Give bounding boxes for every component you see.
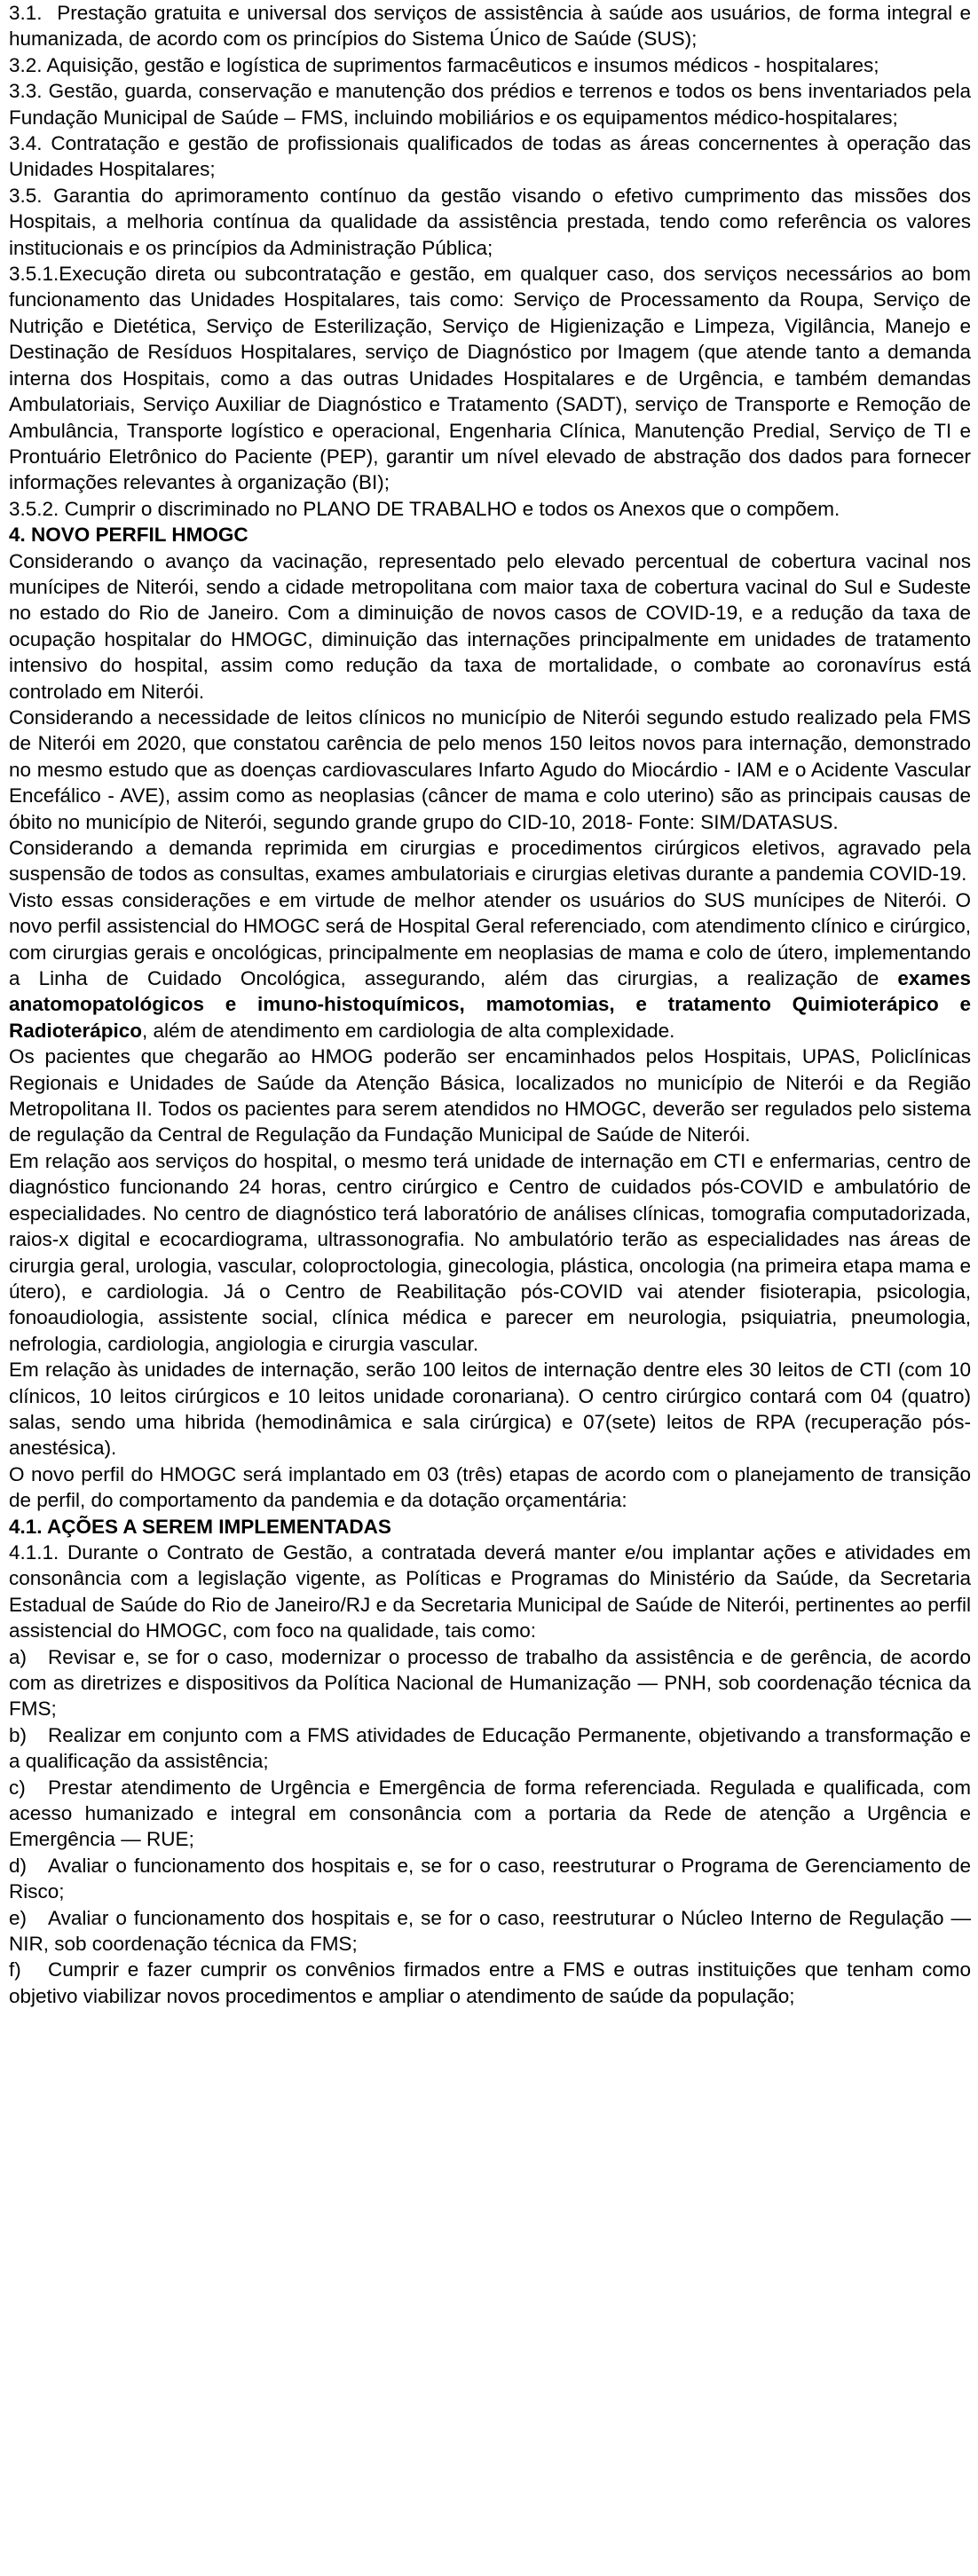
list-item-b-text: Realizar em conjunto com a FMS atividades de Educação Permanente, objetivando a transformação e a qualificação da assistência; — [9, 1723, 971, 1773]
section-4-paragraph-4-end: , além de atendimento em cardiologia de alta complexidade. — [142, 1019, 675, 1042]
item-3-4-label: 3.4. — [9, 132, 43, 155]
item-3-5-1-text: Execução direta ou subcontratação e gestão, em qualquer caso, dos serviços necessários ao bom funcionamento das Unidades Hospitalares, tais como: Serviço de Processamento da Roupa, Serviço de Nutrição e Dietética, Serviço de Esterilização, Serviço de Higienização e Limpeza, Vigilância, Manejo e Destinação de Resíduos Hospitalares, serviço de Diagnóstico por Imagem (que atende tanto a demanda interna dos Hospitais, como a das outras Unidades Hospitalares e de Urgência, e também demandas Ambulatoriais, Serviço Auxiliar de Diagnóstico e Tratamento (SADT), serviço de Transporte e Remoção de Ambulância, Transporte logístico e operacional, Engenharia Clínica, Manutenção Predial, Serviço de TI e Prontuário Eletrônico do Paciente (PEP), garantir um nível elevado de abstração dos dados para fornecer informações relevantes à organização (BI); — [9, 263, 971, 494]
item-3-4-text: Contratação e gestão de profissionais qualificados de todas as áreas concernentes à operação das Unidades Hospitalares; — [9, 132, 971, 181]
list-item-b-label: b) — [9, 1723, 28, 1746]
item-3-5-2 — [9, 496, 971, 522]
list-item-d — [9, 1853, 971, 1905]
section-4-paragraph-4 — [9, 887, 971, 1044]
item-3-5-1 — [9, 261, 971, 496]
list-item-f-text: Cumprir e fazer cumprir os convênios firmados entre a FMS e outras instituições que tenham como objetivo viabilizar novos procedimentos e ampliar o atendimento de saúde da população; — [9, 1958, 971, 2007]
item-3-5-text: Garantia do aprimoramento contínuo da gestão visando o efetivo cumprimento das missões dos Hospitais, a melhoria contínua da qualidade da assistência prestada, tendo como referência os valores institucionais e os princípios da Administração Pública; — [9, 184, 971, 259]
item-3-3 — [9, 78, 971, 130]
item-3-4 — [9, 130, 971, 183]
list-item-a-text: Revisar e, se for o caso, modernizar o processo de trabalho da assistência e de gerência, de acordo com as diretrizes e dispositivos da Política Nacional de Humanização — PNH, sob coordenação técnica da FMS; — [9, 1645, 971, 1721]
item-3-1-label: 3.1. — [9, 2, 43, 24]
item-3-5-2-label: 3.5.2. — [9, 497, 59, 520]
list-item-d-label: d) — [9, 1854, 28, 1877]
section-4-1-1-intro: 4.1.1. Durante o Contrato de Gestão, a contratada deverá manter e/ou implantar ações e atividades em consonância com a legislação vigente, as Políticas e Programas do Ministério da Saúde, da Secretaria Estadual de Saúde do Rio de Janeiro/RJ e da Secretaria Municipal de Saúde de Niterói, pertinentes ao perfil assistencial do HMOGC, com foco na qualidade, tais como: — [9, 1540, 971, 1642]
item-3-5-2-text: Cumprir o discriminado no PLANO DE TRABALHO e todos os Anexos que o compõem. — [64, 497, 840, 520]
section-4-paragraph-8: O novo perfil do HMOGC será implantado em 03 (três) etapas de acordo com o planejamento de transição de perfil, do comportamento da pandemia e da dotação orçamentária: — [9, 1462, 971, 1512]
item-3-2-label: 3.2. — [9, 53, 43, 76]
section-4-paragraph-2: Considerando a necessidade de leitos clínicos no município de Niterói segundo estudo realizado pela FMS de Niterói em 2020, que constatou carência de pelo menos 150 leitos novos para internação, demonstrado no mesmo estudo que as doenças cardiovasculares Infarto Agudo do Miocárdio - IAM e o Acidente Vascular Encefálico - AVE), assim como as neoplasias (câncer de mama e colo uterino) são as principais causas de óbito no município de Niterói, segundo grande grupo do CID-10, 2018- Fonte: SIM/DATASUS. — [9, 705, 971, 833]
item-3-2 — [9, 52, 971, 78]
item-3-5-1-label: 3.5.1. — [9, 263, 59, 286]
list-item-c-label: c) — [9, 1776, 26, 1799]
item-3-3-label: 3.3. — [9, 80, 43, 103]
section-4-paragraph-7: Em relação às unidades de internação, serão 100 leitos de internação dentre eles 30 leitos de CTI (com 10 clínicos, 10 leitos cirúrgicos e 10 leitos unidade coronariana). O centro cirúrgico contará com 04 (quatro) salas, sendo uma hibrida (hemodinâmica e sala cirúrgica) e 07(sete) leitos de RPA (recuperação pós-anestésica). — [9, 1359, 971, 1460]
item-3-2-text: Aquisição, gestão e logística de suprimentos farmacêuticos e insumos médicos - hospitalares; — [46, 53, 879, 76]
section-4-paragraph-3: Considerando a demanda reprimida em cirurgias e procedimentos cirúrgicos eletivos, agravado pela suspensão de todos as consultas, exames ambulatoriais e cirurgias eletivas durante a pandemia COVID-19. — [9, 837, 971, 886]
item-3-1-text: Prestação gratuita e universal dos serviços de assistência à saúde aos usuários, de forma integral e humanizada, de acordo com os princípios do Sistema Único de Saúde (SUS); — [9, 2, 971, 51]
list-item-e-label: e) — [9, 1906, 28, 1929]
list-item-f — [9, 1957, 971, 2009]
item-3-3-text: Gestão, guarda, conservação e manutenção dos prédios e terrenos e todos os bens inventariados pela Fundação Municipal de Saúde – FMS, incluindo mobiliários e os equipamentos médico-hospitalares; — [9, 80, 971, 129]
section-4-paragraph-4-start: Visto essas considerações e em virtude de melhor atender os usuários do SUS munícipes de Niterói. O novo perfil assistencial do HMOGC será de Hospital Geral referenciado, com atendimento clínico e cirúrgico, com cirurgias gerais e oncológicas, principalmente em neoplasias de mama e colo de útero, implementando a Linha de Cuidado Oncológica, assegurando, além das cirurgias, a realização de — [9, 888, 971, 990]
list-item-a-label: a) — [9, 1645, 28, 1668]
list-item-b — [9, 1722, 971, 1775]
item-3-5-label: 3.5. — [9, 184, 43, 207]
list-item-a — [9, 1644, 971, 1722]
item-3-5 — [9, 183, 971, 261]
list-item-c-text: Prestar atendimento de Urgência e Emergência de forma referenciada. Regulada e qualificada, com acesso humanizado e integral em consonância com a portaria da Rede de atenção a Urgência e Emergência — RUE; — [9, 1776, 971, 1851]
section-4-1-heading: 4.1. AÇÕES A SEREM IMPLEMENTADAS — [9, 1515, 391, 1538]
list-item-e — [9, 1905, 971, 1958]
section-4-heading: 4. NOVO PERFIL HMOGC — [9, 524, 248, 547]
list-item-f-label: f) — [9, 1958, 21, 1981]
list-item-e-text: Avaliar o funcionamento dos hospitais e, se for o caso, reestruturar o Núcleo Interno de Regulação — NIR, sob coordenação técnica da FMS; — [9, 1906, 971, 1956]
item-3-1 — [9, 0, 971, 52]
list-item-c — [9, 1775, 971, 1853]
section-4-paragraph-1: Considerando o avanço da vacinação, representado pelo elevado percentual de cobertura vacinal nos munícipes de Niterói, sendo a cidade metropolitana com maior taxa de cobertura vacinal do Sul e Sudeste no estado do Rio de Janeiro. Com a diminuição de novos casos de COVID-19, e a redução da taxa de ocupação hospitalar do HMOGC, diminuição das internações principalmente em unidades de tratamento intensivo do hospital, assim como redução da taxa de mortalidade, o combate ao coronavírus está controlado em Niterói. — [9, 549, 971, 703]
section-4-paragraph-4-bold: exames anatomopatológicos e imuno-histoquímicos, mamotomias, e tratamento Quimioterápico e Radioterápico — [9, 967, 971, 1042]
list-item-d-text: Avaliar o funcionamento dos hospitais e, se for o caso, reestruturar o Programa de Gerenciamento de Risco; — [9, 1854, 971, 1903]
section-4-paragraph-5: Os pacientes que chegarão ao HMOG poderão ser encaminhados pelos Hospitais, UPAS, Policlínicas Regionais e Unidades de Saúde da Atenção Básica, localizados no município de Niterói e da Região Metropolitana II. Todos os pacientes para serem atendidos no HMOGC, deverão ser regulados pelo sistema de regulação da Central de Regulação da Fundação Municipal de Saúde de Niterói. — [9, 1045, 971, 1146]
section-4-paragraph-6: Em relação aos serviços do hospital, o mesmo terá unidade de internação em CTI e enfermarias, centro de diagnóstico funcionando 24 horas, centro cirúrgico e Centro de cuidados pós-COVID e ambulatório de especialidades. No centro de diagnóstico terá laboratório de análises clínicas, tomografia computadorizada, raios-x digital e ecocardiograma, ultrassonografia. No ambulatório terão as especialidades nas áreas de cirurgia geral, urologia, vascular, coloproctologia, ginecologia, plástica, oncologia (na primeira etapa mama e útero), e cardiologia. Já o Centro de Reabilitação pós-COVID vai atender fisioterapia, psicologia, fonoaudiologia, assistente social, clínica médica e parecer em neurologia, psiquiatria, pneumologia, nefrologia, cardiologia, angiologia e cirurgia vascular. — [9, 1149, 971, 1355]
